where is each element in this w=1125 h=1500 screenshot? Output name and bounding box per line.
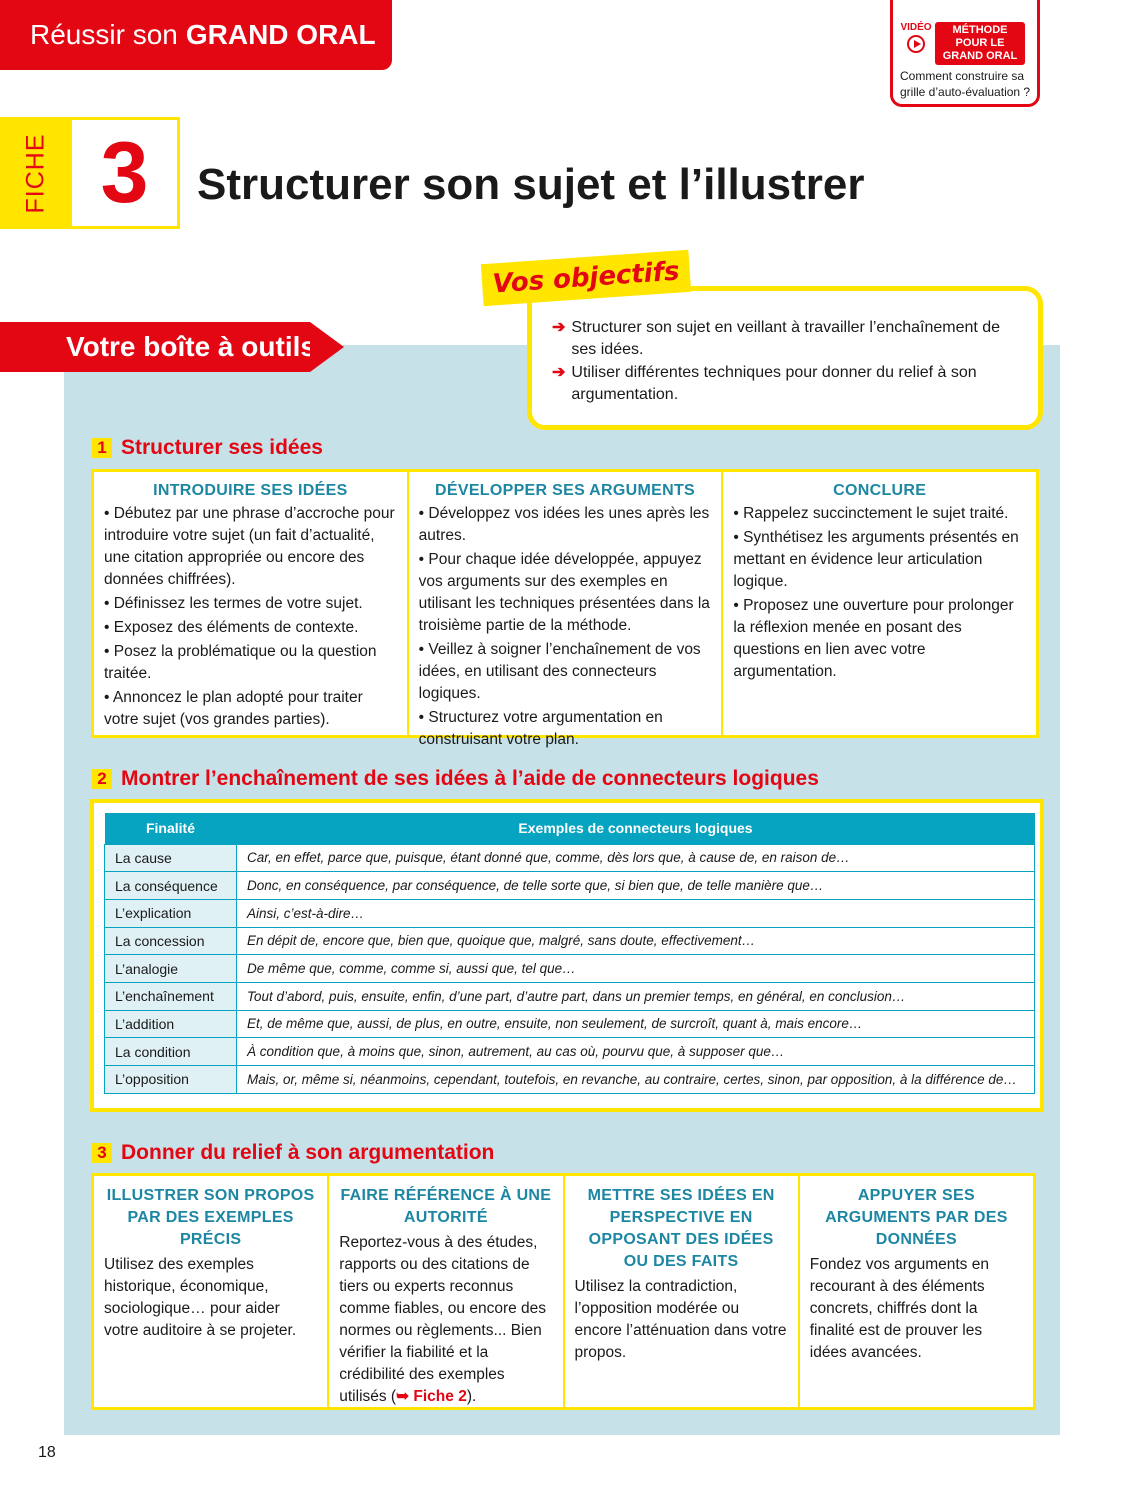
series-banner-prefix: Réussir son (30, 19, 178, 50)
video-caption: Comment construire sa grille d’auto-évaluation ? (900, 69, 1031, 99)
relief-column-data (800, 1176, 1033, 1407)
examples-cell: Car, en effet, parce que, puisque, étant donné que, comme, dès lors que, à cause de, en raison de… (237, 844, 1035, 872)
examples-cell: Et, de même que, aussi, de plus, en outre, ensuite, non seulement, de surcroît, quant à, mais encore… (237, 1010, 1035, 1038)
connectors-table-box (90, 799, 1044, 1112)
table-row (105, 927, 1035, 955)
finalite-cell: La concession (105, 927, 237, 955)
relief-column-authority (329, 1176, 564, 1407)
bullet-item: • Pour chaque idée développée, appuyez vos arguments sur des exemples en utilisant les techniques présentées dans la troisième partie de la méthode. (418, 551, 710, 634)
examples-cell: Donc, en conséquence, par conséquence, de telle sorte que, si bien que, de telle manière que… (237, 872, 1035, 900)
column-text-end: ). (466, 1388, 477, 1405)
column-heading: DÉVELOPPER SES ARGUMENTS (435, 482, 695, 499)
objective-text: Utiliser différentes techniques pour donner du relief à son argumentation. (571, 364, 977, 403)
table-row (105, 982, 1035, 1010)
play-icon[interactable] (907, 35, 925, 53)
examples-cell: Mais, or, même si, néanmoins, cependant, toutefois, en revanche, au contraire, certes, sinon, par opposition, à la différence de… (237, 1066, 1035, 1094)
examples-cell: En dépit de, encore que, bien que, quoique que, malgré, sans doute, effectivement… (237, 927, 1035, 955)
fiche-badge (0, 117, 180, 229)
objectives-card (527, 286, 1043, 430)
toolbox-banner: Votre boîte à outils (0, 322, 310, 372)
finalite-cell: La conséquence (105, 872, 237, 900)
fiche-number: 3 (100, 124, 149, 221)
column-heading: METTRE SES IDÉES EN PERSPECTIVE EN OPPOSANT DES IDÉES OU DES FAITS (587, 1187, 775, 1270)
finalite-cell: La cause (105, 844, 237, 872)
table-row (105, 1066, 1035, 1094)
column-header: Exemples de connecteurs logiques (237, 813, 1035, 844)
arrow-right-icon: ➔ (552, 364, 566, 381)
page-title: Structurer son sujet et l’illustrer (197, 160, 865, 209)
bullet-item: • Posez la problématique ou la question traitée. (104, 643, 377, 682)
bullet-item: • Développez vos idées les unes après les autres. (418, 505, 710, 544)
page-number: 18 (38, 1444, 56, 1461)
objectives-title: Vos objectifs (481, 250, 691, 306)
objective-item (552, 317, 1022, 361)
fiche-label-strip (0, 120, 72, 226)
table-row (105, 899, 1035, 927)
section-number: 2 (92, 769, 112, 789)
examples-cell: Ainsi, c’est-à-dire… (237, 899, 1035, 927)
bullet-item: • Définissez les termes de votre sujet. (104, 595, 363, 612)
finalite-cell: L’analogie (105, 955, 237, 983)
examples-cell: Tout d’abord, puis, ensuite, enfin, d’une part, d’autre part, dans un premier temps, en général, en conclusion… (237, 982, 1035, 1010)
column-header: Finalité (105, 813, 237, 844)
column-heading: FAIRE RÉFÉRENCE À UNE AUTORITÉ (340, 1187, 552, 1226)
relief-grid (91, 1173, 1036, 1410)
column-heading: CONCLURE (833, 482, 927, 499)
arrow-right-icon: ➥ (396, 1388, 414, 1405)
structure-column-introduction (94, 472, 409, 735)
bullet-item: • Rappelez succinctement le sujet traité. (733, 505, 1009, 522)
section-3-heading (92, 1141, 494, 1165)
structure-column-development (409, 472, 724, 748)
finalite-cell: L’explication (105, 899, 237, 927)
bullet-item: • Proposez une ouverture pour prolonger la réflexion menée en posant des questions en lien avec votre argumentation. (733, 597, 1014, 680)
column-text: Utilisez des exemples historique, économique, sociologique… pour aider votre auditoire à se projeter. (104, 1256, 297, 1339)
video-label: VIDÉO (900, 22, 932, 33)
fiche-label: FICHE (21, 133, 50, 213)
table-header-row (105, 813, 1035, 844)
finalite-cell: L’enchaînement (105, 982, 237, 1010)
bullet-item: • Veillez à soigner l’enchaînement de vos idées, en utilisant des connecteurs logiques. (418, 641, 701, 702)
examples-cell: De même que, comme, comme si, aussi que, tel que… (237, 955, 1035, 983)
bullet-item: • Structurez votre argumentation en construisant votre plan. (418, 709, 663, 748)
table-row (105, 872, 1035, 900)
bullet-item: • Annoncez le plan adopté pour traiter votre sujet (vos grandes parties). (104, 689, 363, 728)
bullet-item: • Exposez des éléments de contexte. (104, 619, 359, 636)
section-2-heading (92, 767, 819, 791)
finalite-cell: L’addition (105, 1010, 237, 1038)
table-row (105, 844, 1035, 872)
fiche-reference-link[interactable]: Fiche 2 (413, 1388, 467, 1405)
structure-grid (91, 469, 1039, 748)
video-tag: MÉTHODE POUR LE GRAND ORAL (935, 22, 1025, 65)
section-title: Structurer ses idées (121, 436, 323, 459)
table-row (105, 1010, 1035, 1038)
section-1-heading (92, 436, 323, 460)
arrow-right-icon: ➔ (552, 319, 566, 336)
finalite-cell: La condition (105, 1038, 237, 1066)
column-heading: APPUYER SES ARGUMENTS PAR DES DONNÉES (825, 1187, 1008, 1248)
table-row (105, 1038, 1035, 1066)
video-link-box[interactable] (890, 0, 1040, 107)
section-title: Donner du relief à son argumentation (121, 1141, 495, 1164)
section-number: 1 (92, 438, 112, 458)
column-text-wrapper (339, 1232, 552, 1408)
finalite-cell: L’opposition (105, 1066, 237, 1094)
section-number: 3 (92, 1143, 112, 1163)
column-heading: ILLUSTRER SON PROPOS PAR DES EXEMPLES PRÉCIS (106, 1187, 315, 1248)
relief-column-perspective (565, 1176, 800, 1407)
series-banner (0, 0, 392, 70)
toolbox-banner-point (310, 322, 344, 372)
column-heading: INTRODUIRE SES IDÉES (153, 482, 348, 499)
column-text: Reportez-vous à des études, rapports ou des citations de tiers ou experts reconnus comme fiables, ou encore des normes ou règlements... Bien vérifier la fiabilité et la crédibilité des exemples utilisés ( (339, 1234, 547, 1405)
structure-column-conclusion (723, 472, 1036, 735)
table-row (105, 955, 1035, 983)
bullet-item: • Synthétisez les arguments présentés en mettant en évidence leur articulation logique. (733, 529, 1019, 590)
section-title: Montrer l’enchaînement de ses idées à l’aide de connecteurs logiques (121, 767, 819, 790)
objective-item (552, 362, 1022, 406)
connectors-table (104, 813, 1035, 1094)
examples-cell: À condition que, à moins que, sinon, autrement, au cas où, pourvu que, à supposer que… (237, 1038, 1035, 1066)
column-text: Utilisez la contradiction, l’opposition modérée ou encore l’atténuation dans votre propos. (574, 1278, 787, 1361)
series-banner-title: GRAND ORAL (185, 19, 376, 50)
relief-column-examples (94, 1176, 329, 1407)
column-text: Fondez vos arguments en recourant à des éléments concrets, chiffrés dont la finalité est de prouver les idées avancées. (809, 1256, 989, 1361)
bullet-item: • Débutez par une phrase d’accroche pour introduire votre sujet (un fait d’actualité, une citation appropriée ou encore des données chiffrées). (104, 505, 395, 588)
objective-text: Structurer son sujet en veillant à travailler l’enchaînement de ses idées. (571, 319, 1001, 358)
